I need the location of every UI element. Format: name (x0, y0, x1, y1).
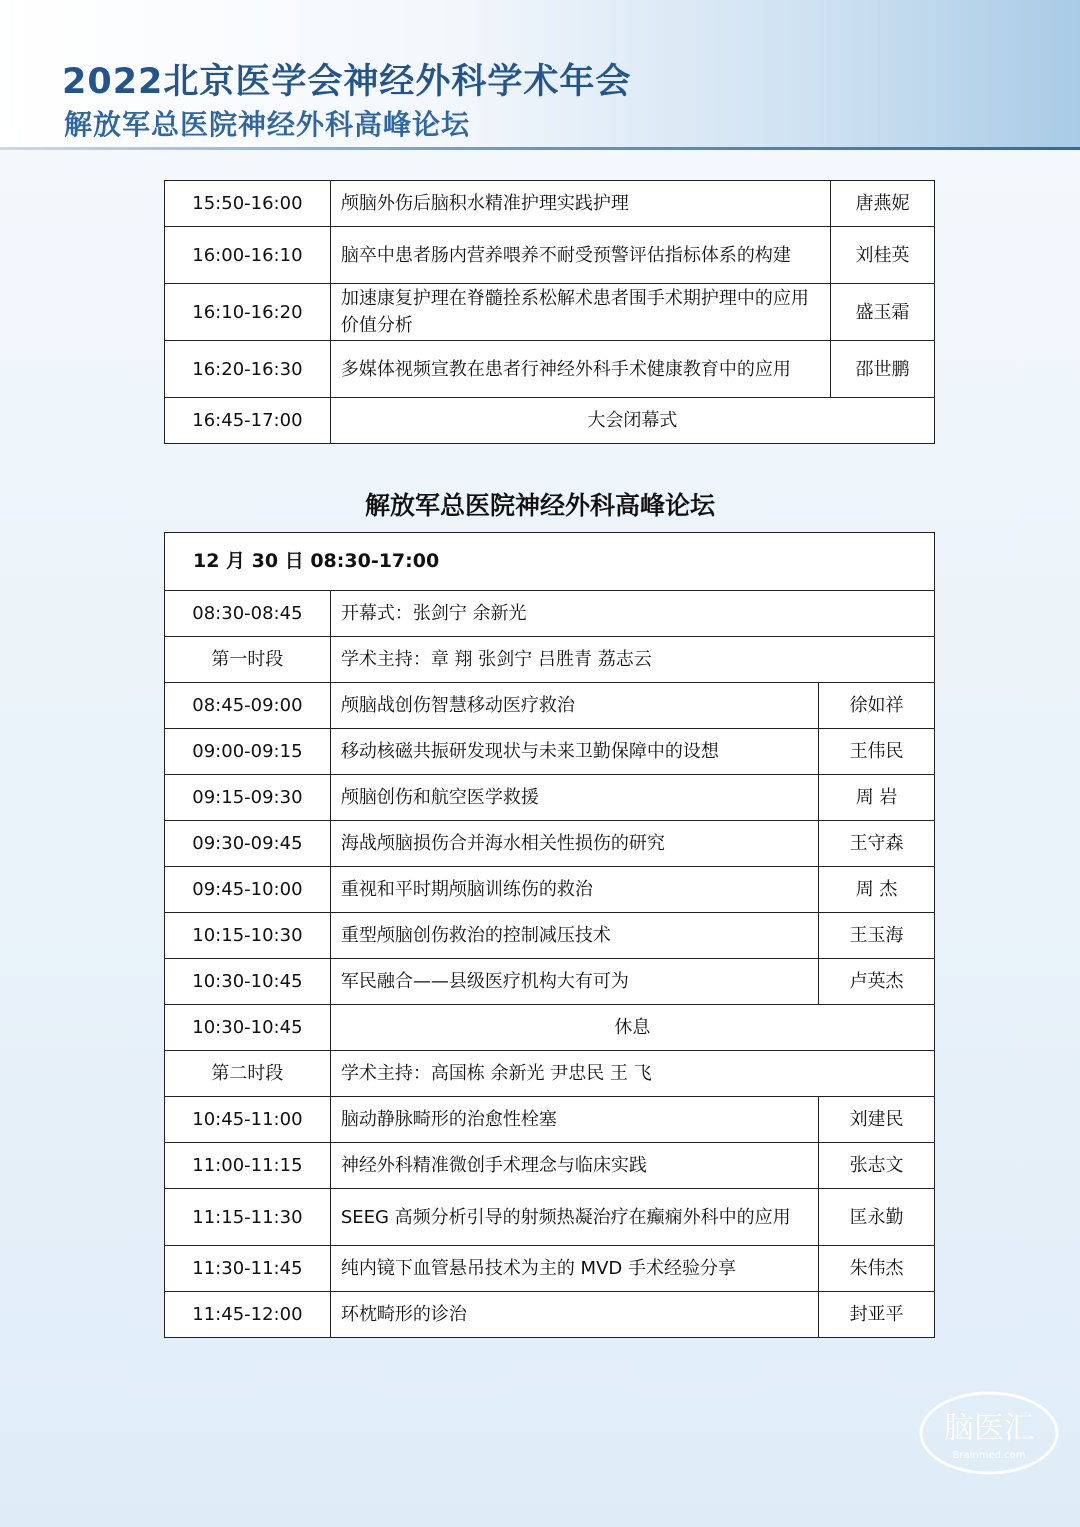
session-cell: 第二时段 (165, 1051, 331, 1097)
time-cell: 09:45-10:00 (165, 867, 331, 913)
conference-subtitle: 解放军总医院神经外科高峰论坛 (64, 108, 471, 141)
time-cell: 11:00-11:15 (165, 1143, 331, 1189)
table-row (165, 775, 935, 821)
table-row (165, 913, 935, 959)
topic-cell: 神经外科精准微创手术理念与临床实践 (330, 1143, 818, 1189)
topic-cell: 环枕畸形的诊治 (330, 1292, 818, 1338)
forum-title: 解放军总医院神经外科高峰论坛 (364, 491, 715, 520)
topic-cell: 颅脑创伤和航空医学救援 (330, 775, 818, 821)
conference-title: 2022北京医学会神经外科学术年会 (62, 62, 632, 102)
speaker-cell: 唐燕妮 (831, 181, 935, 227)
table-row (165, 1292, 935, 1338)
schedule-table-1 (164, 180, 935, 444)
speaker-cell: 卢英杰 (819, 959, 935, 1005)
topic-cell: 多媒体视频宣教在患者行神经外科手术健康教育中的应用 (330, 341, 830, 398)
speaker-cell: 盛玉霜 (831, 284, 935, 341)
time-cell: 10:15-10:30 (165, 913, 331, 959)
time-cell: 08:30-08:45 (165, 591, 331, 637)
topic-cell: 移动核磁共振研发现状与未来卫勤保障中的设想 (330, 729, 818, 775)
table-row (165, 341, 935, 398)
session-cell: 第一时段 (165, 637, 331, 683)
table-row (165, 398, 935, 444)
time-cell: 08:45-09:00 (165, 683, 331, 729)
topic-cell: 纯内镜下血管悬吊技术为主的 MVD 手术经验分享 (330, 1246, 818, 1292)
speaker-cell: 王玉海 (819, 913, 935, 959)
speaker-cell: 邵世鹏 (831, 341, 935, 398)
topic-cell: SEEG 高频分析引导的射频热凝治疗在癫痫外科中的应用 (330, 1189, 818, 1246)
topic-cell: 颅脑外伤后脑积水精准护理实践护理 (330, 181, 830, 227)
schedule-table-2 (164, 532, 935, 1338)
date-header: 12 月 30 日 08:30-17:00 (165, 533, 935, 591)
topic-cell: 重型颅脑创伤救治的控制减压技术 (330, 913, 818, 959)
table-row (165, 284, 935, 341)
watermark-logo (918, 1388, 1060, 1478)
topic-cell: 重视和平时期颅脑训练伤的救治 (330, 867, 818, 913)
topic-cell: 颅脑战创伤智慧移动医疗救治 (330, 683, 818, 729)
topic-cell: 军民融合——县级医疗机构大有可为 (330, 959, 818, 1005)
speaker-cell: 刘建民 (819, 1097, 935, 1143)
table-row (165, 729, 935, 775)
speaker-cell: 张志文 (819, 1143, 935, 1189)
table-row (165, 1005, 935, 1051)
date-header-row (165, 533, 935, 591)
table-row (165, 867, 935, 913)
topic-cell: 脑卒中患者肠内营养喂养不耐受预警评估指标体系的构建 (330, 227, 830, 284)
time-cell: 10:30-10:45 (165, 959, 331, 1005)
table-row (165, 1097, 935, 1143)
page-header (0, 0, 1080, 150)
topic-cell: 加速康复护理在脊髓拴系松解术患者围手术期护理中的应用价值分析 (330, 284, 830, 341)
time-cell: 09:15-09:30 (165, 775, 331, 821)
topic-cell: 海战颅脑损伤合并海水相关性损伤的研究 (330, 821, 818, 867)
speaker-cell: 封亚平 (819, 1292, 935, 1338)
watermark-text: 脑医汇 (944, 1411, 1034, 1446)
time-cell: 16:10-16:20 (165, 284, 331, 341)
topic-cell: 脑动静脉畸形的治愈性栓塞 (330, 1097, 818, 1143)
time-cell: 09:30-09:45 (165, 821, 331, 867)
table-row (165, 959, 935, 1005)
watermark-subtext: Brainmed.com (952, 1450, 1026, 1461)
table-row (165, 821, 935, 867)
speaker-cell: 王守森 (819, 821, 935, 867)
table-row (165, 1246, 935, 1292)
table-row (165, 591, 935, 637)
table-row (165, 1189, 935, 1246)
time-cell: 10:30-10:45 (165, 1005, 331, 1051)
speaker-cell: 周 岩 (819, 775, 935, 821)
time-cell: 11:30-11:45 (165, 1246, 331, 1292)
time-cell: 16:45-17:00 (165, 398, 331, 444)
time-cell: 11:15-11:30 (165, 1189, 331, 1246)
table-row (165, 227, 935, 284)
time-cell: 11:45-12:00 (165, 1292, 331, 1338)
info-cell: 开幕式：张剑宁 余新光 (330, 591, 934, 637)
speaker-cell: 匡永勤 (819, 1189, 935, 1246)
info-cell: 学术主持：高国栋 余新光 尹忠民 王 飞 (330, 1051, 934, 1097)
info-cell: 学术主持：章 翔 张剑宁 吕胜青 荔志云 (330, 637, 934, 683)
table-row (165, 1143, 935, 1189)
table-row (165, 181, 935, 227)
speaker-cell: 刘桂英 (831, 227, 935, 284)
table-row (165, 1051, 935, 1097)
speaker-cell: 朱伟杰 (819, 1246, 935, 1292)
time-cell: 10:45-11:00 (165, 1097, 331, 1143)
table-row (165, 683, 935, 729)
time-cell: 15:50-16:00 (165, 181, 331, 227)
time-cell: 16:00-16:10 (165, 227, 331, 284)
speaker-cell: 王伟民 (819, 729, 935, 775)
speaker-cell: 徐如祥 (819, 683, 935, 729)
event-cell: 休息 (330, 1005, 934, 1051)
time-cell: 09:00-09:15 (165, 729, 331, 775)
speaker-cell: 周 杰 (819, 867, 935, 913)
event-cell: 大会闭幕式 (330, 398, 934, 444)
table-row (165, 637, 935, 683)
time-cell: 16:20-16:30 (165, 341, 331, 398)
